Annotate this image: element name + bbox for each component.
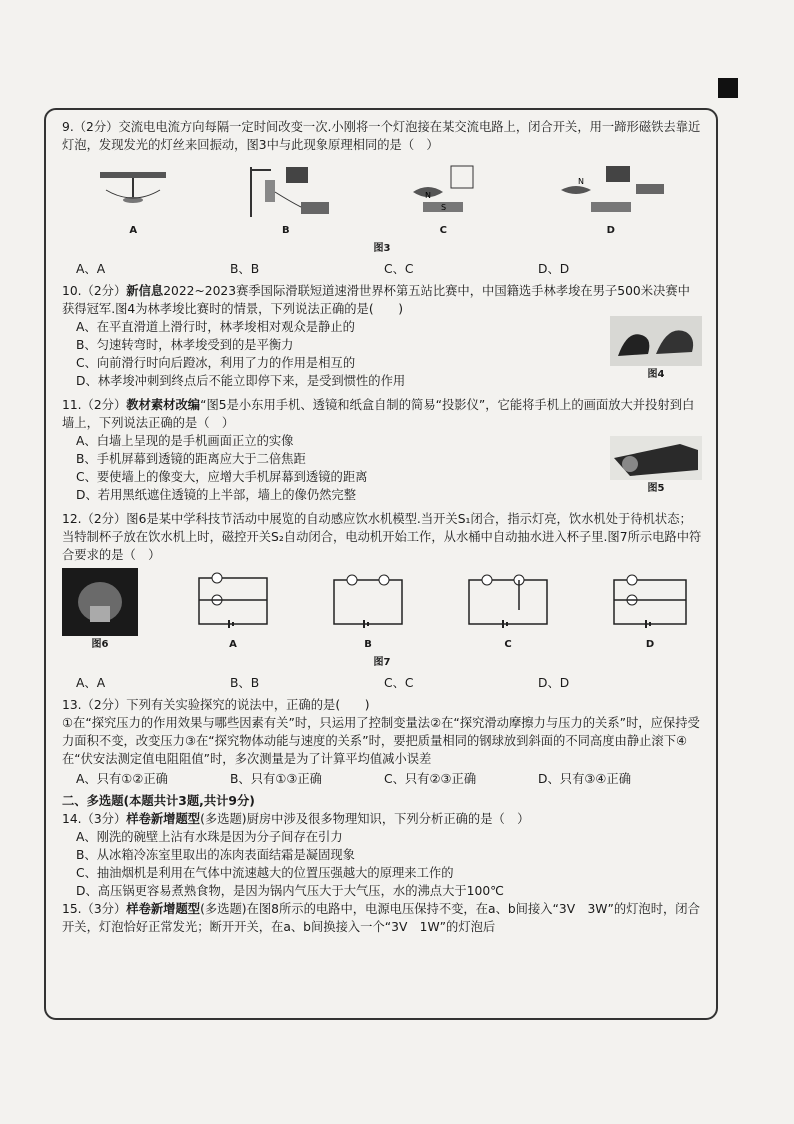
figure-7-circuit-a: [193, 572, 273, 654]
q14-option-c[interactable]: C、抽油烟机是利用在气体中流速越大的位置压强越大的原理来工作的: [76, 866, 454, 880]
figure-3-caption: 图3: [373, 243, 391, 254]
figure-3-a: [98, 162, 168, 240]
q14-option-a[interactable]: A、刚洗的碗壁上沾有水珠是因为分子间存在引力: [76, 830, 343, 844]
svg-text:N: N: [425, 191, 432, 200]
question-9-options: [62, 260, 702, 278]
figure-3-c: [403, 162, 483, 240]
section-2-title: 二、多选题(本题共计3题,共计9分): [62, 794, 255, 808]
figure-3-b: [241, 162, 331, 240]
q10-option-d[interactable]: D、林孝埈冲刺到终点后不能立即停下来，是受到惯性的作用: [76, 374, 406, 388]
corner-registration-mark: [718, 78, 738, 98]
question-13-stem: 13.（2分）下列有关实验探究的说法中，正确的是( ): [62, 698, 370, 712]
q11-option-d[interactable]: D、若用黑纸遮住透镜的上半部，墙上的像仍然完整: [76, 488, 357, 502]
exam-content: [62, 118, 702, 936]
q12-option-a[interactable]: A、A: [76, 676, 106, 690]
q10-option-c[interactable]: C、向前滑行时向后蹬冰，利用了力的作用是相互的: [76, 356, 356, 370]
q12-option-b[interactable]: B、B: [230, 676, 260, 690]
figure-6: [62, 568, 138, 654]
figure-5-caption: 图5: [647, 483, 665, 494]
q10-option-b[interactable]: B、匀速转弯时，林孝埈受到的是平衡力: [76, 338, 294, 352]
q13-option-d[interactable]: D、只有③④正确: [538, 772, 632, 786]
figure-3-d-label: D: [606, 225, 615, 236]
figure-5: [610, 436, 702, 498]
q11-option-c[interactable]: C、要使墙上的像变大，应增大手机屏幕到透镜的距离: [76, 470, 368, 484]
question-14-stem: (多选题)厨房中涉及很多物理知识，下列分析正确的是（ ）: [200, 812, 530, 826]
question-11-tag: 教材素材改编: [126, 398, 201, 412]
question-13-body: ①在“探究压力的作用效果与哪些因素有关”时，只运用了控制变量法②在“探究滑动摩擦力与压力的关系”时，应保持受力面积不变，改变压力③在“探究物体动能与速度的关系”时，要把质量相同的钢球放到斜面的不同高度由静止滚下④在“伏安法测定值电阻阻值”时，多次测量是为了计算平均值减小误差: [62, 716, 700, 766]
q9-option-b[interactable]: B、B: [230, 262, 260, 276]
question-11-number: 11.（2分）: [62, 398, 127, 412]
question-10-tag: 新信息: [126, 284, 164, 298]
q11-option-b[interactable]: B、手机屏幕到透镜的距离应大于二倍焦距: [76, 452, 306, 466]
figure-3-a-label: A: [129, 225, 138, 236]
figure-4-caption: 图4: [647, 369, 665, 380]
figure-7-caption: 图7: [373, 657, 391, 668]
q10-option-a[interactable]: A、在平直滑道上滑行时，林孝埈相对观众是静止的: [76, 320, 355, 334]
q9-option-a[interactable]: A、A: [76, 262, 106, 276]
figure-7-a-label: A: [229, 639, 237, 650]
question-15-stem: (多选题)在图8所示的电路中，电源电压保持不变，在a、b间接入“3V 3W”的灯泡时，闭合开关，灯泡恰好正常发光；断开开关，在a、b间换接入一个“3V 1W”的灯泡后: [62, 902, 700, 934]
question-11-stem: “图5是小东用手机、透镜和纸盒自制的简易“投影仪”，它能将手机上的画面放大并投射到白墙上，下列说法正确的是（ ）: [62, 398, 695, 430]
question-10-number: 10.（2分）: [62, 284, 127, 298]
question-13-options: [62, 770, 702, 788]
figure-3-d: [556, 162, 666, 240]
q9-option-c[interactable]: C、C: [384, 262, 414, 276]
figure-6-caption: 图6: [91, 639, 109, 650]
question-10-stem: 2022~2023赛季国际滑联短道速滑世界杯第五站比赛中，中国籍选手林孝埈在男子500米决赛中获得冠军.图4为林孝埈比赛时的情景，下列说法正确的是( ): [62, 284, 690, 316]
question-10: [62, 282, 702, 390]
q14-option-d[interactable]: D、高压锅更容易煮熟食物，是因为锅内气压大于大气压，水的沸点大于100℃: [76, 884, 504, 898]
question-12-stem: 12.（2分）图6是某中学科技节活动中展览的自动感应饮水机模型.当开关S₁闭合，指示灯亮，饮水机处于待机状态；当特制杯子放在饮水机上时，磁控开关S₂自动闭合，电动机开始工作，从水桶中自动抽水进入杯子里.图7所示电路中符合要求的是（ ）: [62, 512, 702, 562]
figure-7-d-label: D: [645, 639, 655, 650]
figure-7-c-label: C: [504, 639, 512, 650]
question-10-stem-line: [62, 282, 702, 318]
figure-7-circuit-c: [463, 572, 553, 654]
figure-3: [62, 158, 702, 240]
question-15-tag: 样卷新增题型: [126, 902, 201, 916]
figure-3-c-label: C: [439, 225, 447, 236]
question-11-stem-line: [62, 396, 702, 432]
figures-6-7: [62, 568, 702, 654]
question-15-stem-line: [62, 900, 702, 936]
question-12-options: [62, 674, 702, 692]
question-14-tag: 样卷新增题型: [126, 812, 201, 826]
q13-option-a[interactable]: A、只有①②正确: [76, 772, 168, 786]
q12-option-c[interactable]: C、C: [384, 676, 414, 690]
svg-text:N: N: [577, 177, 584, 186]
question-14-stem-line: [62, 810, 702, 828]
q13-option-c[interactable]: C、只有②③正确: [384, 772, 477, 786]
figure-7-circuit-d: [608, 572, 692, 654]
q14-option-b[interactable]: B、从冰箱冷冻室里取出的冻肉表面结霜是凝固现象: [76, 848, 355, 862]
question-9-stem: 9.（2分）交流电电流方向每隔一定时间改变一次.小刚将一个灯泡接在某交流电路上，闭合开关，用一蹄形磁铁去靠近灯泡，发现发光的灯丝来回振动，图3中与此现象原理相同的是（ ）: [62, 120, 701, 152]
q9-option-d[interactable]: D、D: [538, 262, 570, 276]
figure-4: [610, 316, 702, 384]
q13-option-b[interactable]: B、只有①③正确: [230, 772, 322, 786]
figure-3-b-label: B: [281, 225, 290, 236]
q12-option-d[interactable]: D、D: [538, 676, 570, 690]
figure-7-circuit-b: [328, 572, 408, 654]
question-11: [62, 396, 702, 504]
question-14-number: 14.（3分）: [62, 812, 127, 826]
question-15-number: 15.（3分）: [62, 902, 127, 916]
figure-7-b-label: B: [364, 639, 372, 650]
q11-option-a[interactable]: A、白墙上呈现的是手机画面正立的实像: [76, 434, 294, 448]
svg-text:S: S: [441, 203, 447, 212]
